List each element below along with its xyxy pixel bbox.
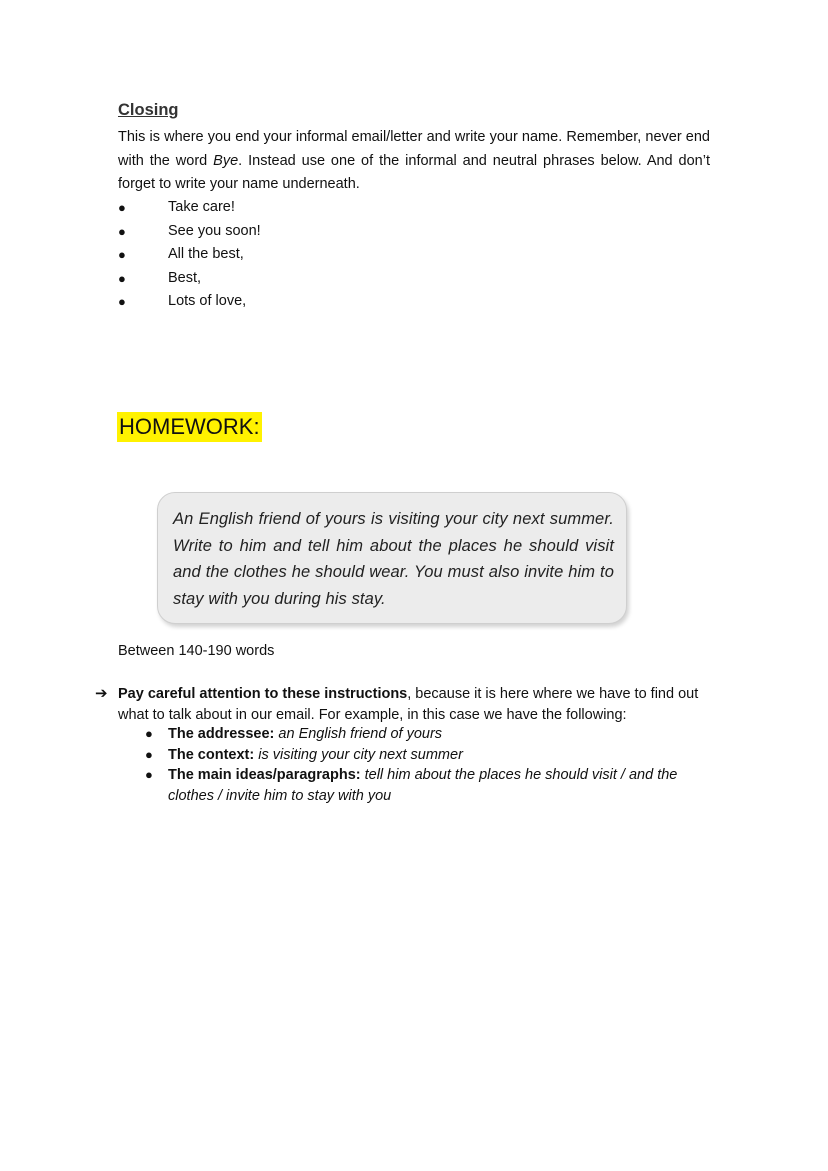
list-item: ● All the best,	[118, 243, 261, 267]
bullet-icon: ●	[145, 767, 153, 782]
bullet-icon: ●	[118, 294, 126, 309]
task-text: An English friend of yours is visiting your city next summer. Write to him and tell him about the places he should visit and the clothes he should wear. You must also invite him to stay with you during his stay.	[173, 510, 614, 608]
arrow-right-icon: ➔	[95, 685, 108, 702]
task-box	[157, 492, 627, 624]
instructions-list	[118, 724, 718, 806]
instructions-bold: Pay careful attention to these instructions	[118, 686, 408, 702]
list-item: ● See you soon!	[118, 220, 261, 244]
list-item: ● The context: is visiting your city next summer	[118, 745, 718, 766]
homework-heading: HOMEWORK:	[117, 412, 262, 442]
list-item: ● Best,	[118, 267, 261, 291]
instructions-note	[95, 684, 715, 725]
list-item: ● Lots of love,	[118, 290, 261, 314]
bullet-icon: ●	[145, 726, 153, 741]
bullet-icon: ●	[118, 247, 126, 262]
closing-paragraph-part2: . Instead use one of the informal and neutral phrases below. And don’t forget to write your name underneath.	[118, 152, 710, 192]
list-item: ● The addressee: an English friend of yours	[118, 724, 718, 745]
list-item: ● The main ideas/paragraphs: tell him about the places he should visit / and the clothes / invite him to stay with you	[145, 767, 678, 804]
closing-paragraph-part1: This is where you end your informal email/letter and write your name. Remember, never end with the word	[118, 129, 710, 169]
closing-paragraph	[118, 126, 710, 197]
bullet-icon: ●	[118, 223, 126, 239]
list-item: ● Take care!	[118, 196, 261, 220]
closing-heading: Closing	[118, 101, 179, 119]
closing-phrases-list	[118, 196, 261, 314]
instructions-rest: , because it is here where we have to find out what to talk about in our email. For example, in this case we have the following:	[118, 686, 699, 723]
bullet-icon: ●	[145, 746, 153, 762]
word-count: Between 140-190 words	[118, 643, 275, 659]
instructions-text	[118, 684, 715, 725]
bullet-icon: ●	[118, 270, 126, 286]
bullet-icon: ●	[118, 200, 126, 215]
closing-paragraph-italic: Bye	[213, 152, 239, 169]
